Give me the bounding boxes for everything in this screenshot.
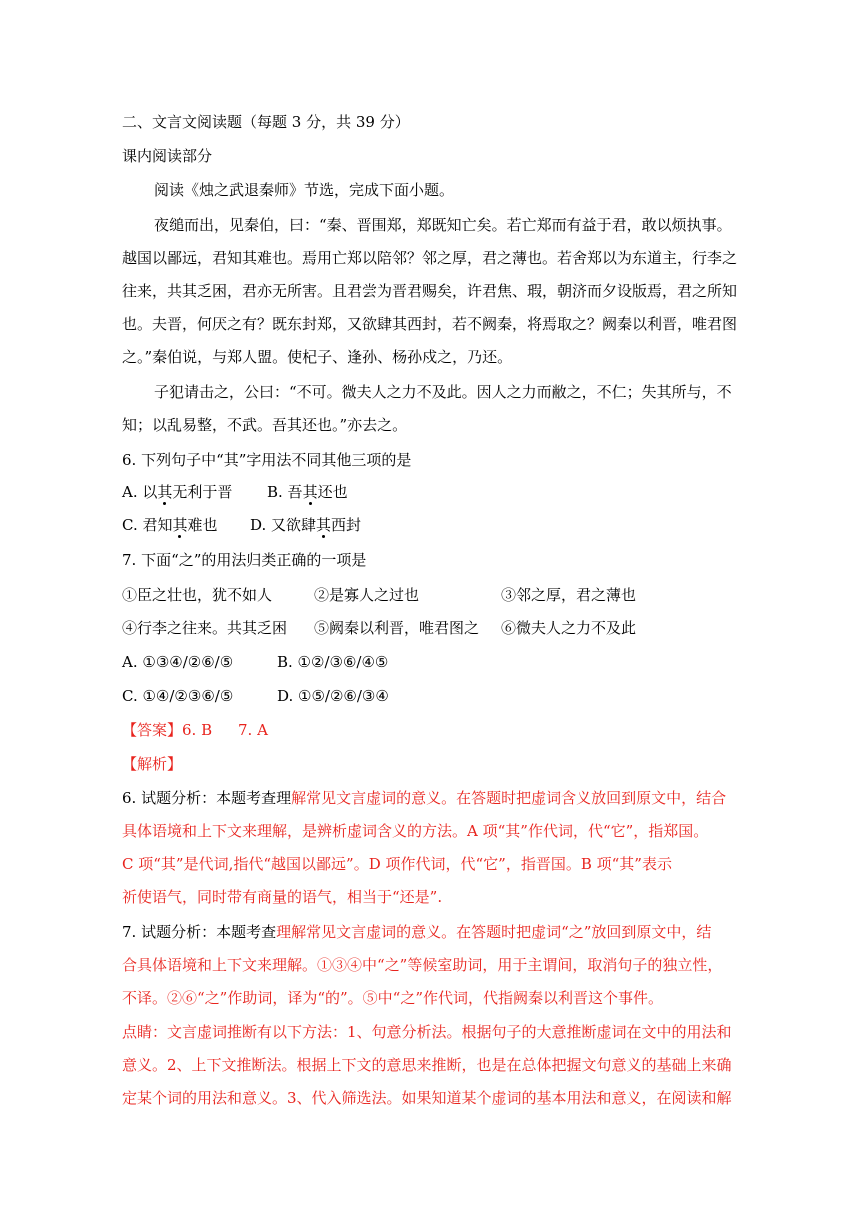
option-d: D. ①⑤/②⑥/③④ [277,687,389,705]
option-b: B. 吾其还也 [267,483,348,501]
item-4: ④行李之往来。共其乏困 [122,619,288,637]
analysis-6-line: 具体语境和上下文来理解，是辨析虚词含义的方法。A 项“其”作代词，代“它”，指郑国。 [122,822,709,840]
passage-line: 往来，共其乏困，君亦无所害。且君尝为晋君赐矣，许君焦、瑕，朝济而夕设版焉，君之所知 [122,282,738,300]
subsection-title: 课内阅读部分 [122,147,213,165]
passage-line: 之。”秦伯说，与郑人盟。使杞子、逢孙、杨孙戍之，乃还。 [122,348,513,366]
item-1: ①臣之壮也，犹不如人 [122,586,273,604]
answer-7: 7. A [238,721,268,739]
passage-line: 子犯请击之，公曰：“不可。微夫人之力不及此。因人之力而敝之，不仁；失其所与，不 [154,383,732,401]
passage-line: 知；以乱易整，不武。吾其还也。”亦去之。 [122,416,408,434]
question-7-options-ab [122,652,742,672]
analysis-6-line: 祈使语气，同时带有商量的语气，相当于“还是”. [122,888,443,906]
question-6-options-ab [122,482,742,502]
option-d: D. 又欲肆其西封 [250,516,362,534]
analysis-label: 【解析】 [122,755,183,773]
option-b: B. ①②/③⑥/④⑤ [277,653,389,671]
answer-6: 6. B [182,721,213,739]
question-6-stem: 6. 下列句子中“其”字用法不同其他三项的是 [122,451,412,469]
item-3: ③邻之厚，君之薄也 [501,586,637,604]
option-a: A. ①③④/②⑥/⑤ [122,653,234,671]
passage-line: 越国以鄙远，君知其难也。焉用亡郑以陪邻？邻之厚，君之薄也。若舍郑以为东道主，行李之 [122,249,738,267]
question-7-options-cd [122,686,742,706]
question-7-stem: 7. 下面“之”的用法归类正确的一项是 [122,551,367,569]
item-6: ⑥微夫人之力不及此 [501,619,637,637]
tips-line: 定某个词的用法和意义。3、代入筛选法。如果知道某个虚词的基本用法和意义，在阅读和解 [122,1089,732,1107]
question-6-options-cd [122,515,742,535]
analysis-7-line: 7. 试题分析：本题考查理解常见文言虚词的意义。在答题时把虚词“之”放回到原文中，结 [122,923,712,941]
tips-line: 点睛：文言虚词推断有以下方法：1、句意分析法。根据句子的大意推断虚词在文中的用法和 [122,1023,732,1041]
item-2: ②是寡人之过也 [314,586,420,604]
passage-line: 夜缒而出，见秦伯，曰：“秦、晋围郑，郑既知亡矣。若亡郑而有益于君，敢以烦执事。 [154,216,732,234]
answer-line [122,720,742,740]
option-c: C. ①④/②③⑥/⑤ [122,687,234,705]
section-title: 二、文言文阅读题（每题 3 分，共 39 分） [122,113,410,131]
question-7-items-row2 [122,618,742,638]
option-a: A. 以其无利于晋 [122,483,233,501]
analysis-6-line: C 项“其”是代词,指代“越国以鄙远”。D 项作代词，代“它”，指晋国。B 项“其”表示 [122,855,672,873]
reading-instruction: 阅读《烛之武退秦师》节选，完成下面小题。 [154,181,455,199]
option-c: C. 君知其难也 [122,516,218,534]
analysis-7-line: 不译。②⑥“之”作助词，译为“的”。⑤中“之”作代词，代指阙秦以利晋这个事件。 [122,989,664,1007]
analysis-7-line: 合具体语境和上下文来理解。①③④中“之”等候室助词，用于主谓间，取消句子的独立性， [122,956,723,974]
answer-label: 【答案】 [122,721,183,739]
tips-line: 意义。2、上下文推断法。根据上下文的意思来推断，也是在总体把握文句意义的基础上来确 [122,1056,732,1074]
analysis-6-line: 6. 试题分析：本题考查理解常见文言虚词的意义。在答题时把虚词含义放回到原文中，结合 [122,789,727,807]
item-5: ⑤阙秦以利晋，唯君图之 [314,619,480,637]
passage-line: 也。夫晋，何厌之有？既东封郑，又欲肆其西封，若不阙秦，将焉取之？阙秦以利晋，唯君图 [122,315,738,333]
question-7-items-row1 [122,585,742,605]
